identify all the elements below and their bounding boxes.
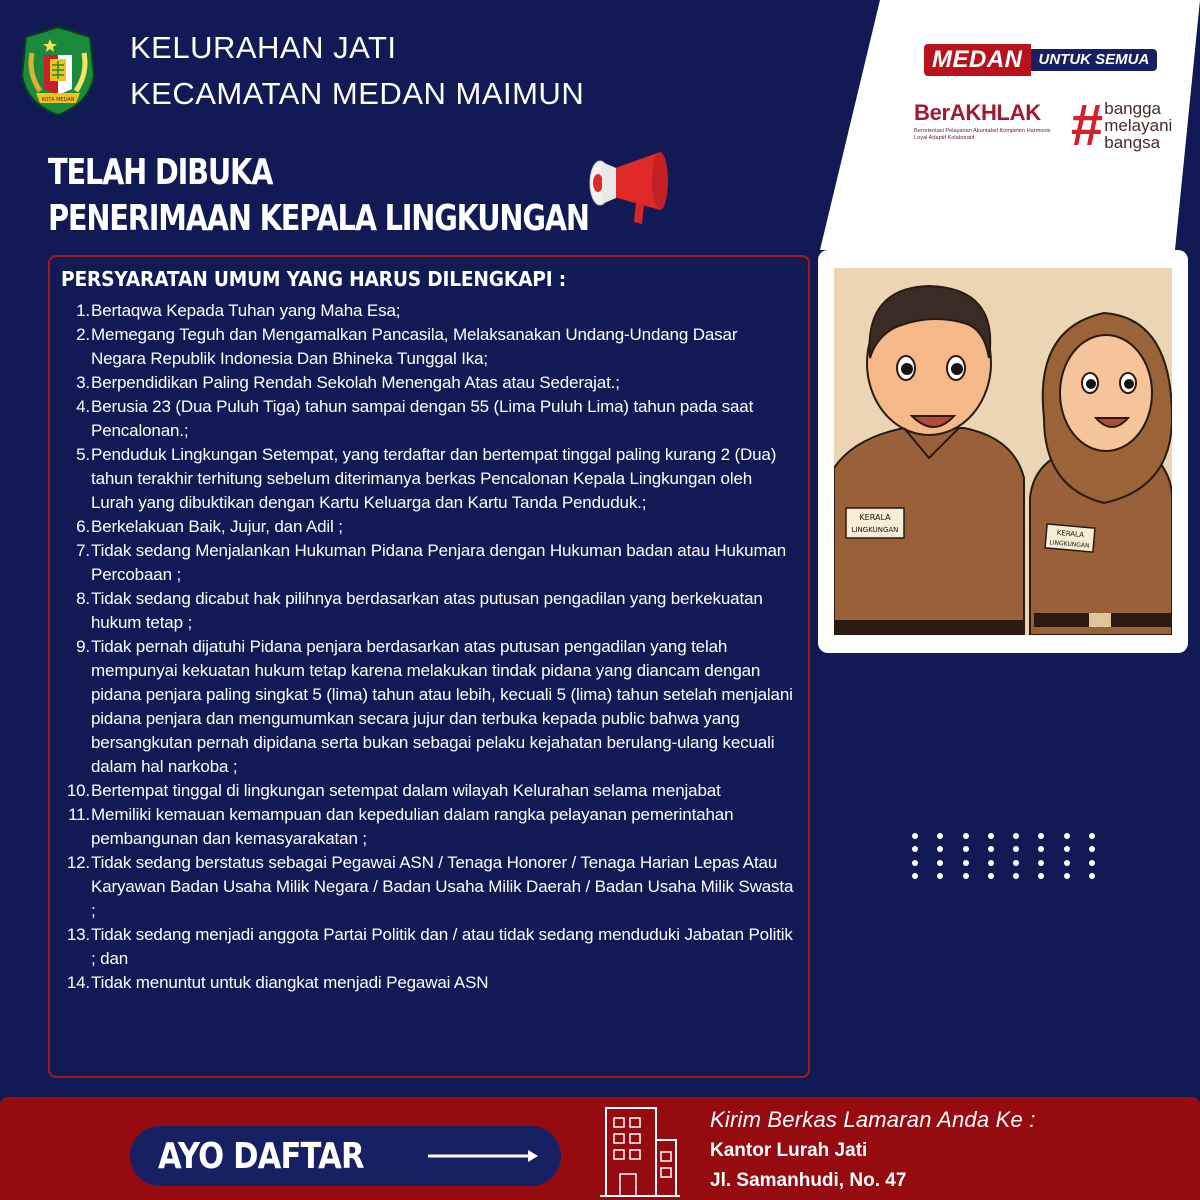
requirements-panel xyxy=(48,255,810,1078)
svg-text:KERALA: KERALA xyxy=(859,513,891,522)
requirement-item: 10. Bertempat tinggal di lingkungan setempat dalam wilayah Kelurahan selama menjabat xyxy=(66,781,721,800)
berakhlak-title: BerAKHLAK xyxy=(914,100,1041,125)
submission-address xyxy=(710,1104,1036,1196)
ayo-daftar-label: AYO DAFTAR xyxy=(158,1135,364,1177)
requirement-item: 14. Tidak menuntut untuk diangkat menjadi Pegawai ASN xyxy=(66,973,489,992)
ayo-daftar-button[interactable] xyxy=(130,1126,561,1186)
kelurahan-name: KELURAHAN JATI xyxy=(130,30,397,65)
requirement-item: 12. Tidak sedang berstatus sebagai Pegawai ASN / Tenaga Honorer / Tenaga Harian Lepas Atau Karyawan Badan Usaha Milik Negara / Badan Usaha Milik Daerah / Badan Usaha Milik Swasta ; xyxy=(66,853,794,920)
building-icon xyxy=(600,1100,680,1200)
requirement-item: 1. Bertaqwa Kepada Tuhan yang Maha Esa; xyxy=(76,301,401,320)
requirements-heading: PERSYARATAN UMUM YANG HARUS DILENGKAPI : xyxy=(61,267,567,291)
header xyxy=(20,25,584,117)
requirement-item: 4. Berusia 23 (Dua Puluh Tiga) tahun sampai dengan 55 (Lima Puluh Lima) tahun pada saat Pencalonan.; xyxy=(76,397,754,440)
medan-untuk-semua-logo xyxy=(924,44,1157,76)
officers-illustration xyxy=(834,268,1172,635)
bangga-word-2: melayani xyxy=(1104,116,1173,135)
megaphone-icon xyxy=(580,140,676,236)
arrow-right-icon xyxy=(428,1149,538,1163)
address-street: Jl. Samanhudi, No. 47 xyxy=(710,1170,907,1191)
svg-text:KERALA: KERALA xyxy=(1056,528,1085,540)
medan-tagline: UNTUK SEMUA xyxy=(1031,49,1158,71)
title-line-2: PENERIMAAN KEPALA LINGKUNGAN xyxy=(48,198,589,239)
requirement-item: 3. Berpendidikan Paling Rendah Sekolah Menengah Atas atau Sederajat.; xyxy=(76,373,620,392)
requirements-list xyxy=(61,299,794,995)
requirement-item: 7. Tidak sedang Menjalankan Hukuman Pidana Penjara dengan Hukuman badan atau Hukuman Percobaan ; xyxy=(76,541,787,584)
hashtag-icon: # xyxy=(1070,93,1103,158)
requirement-item: 9. Tidak pernah dijatuhi Pidana penjara berdasarkan atas putusan pengadilan yang telah mempunyai kekuatan hukum tetap karena melakukan tindak pidana yang diancam dengan pidana penjara paling singkat 5 (lima) tahun atau lebih, kecuali 5 (lima) tahun setelah menjalani pidana penjara dan mengumumkan secara jujur dan terbuka kepada public bahwa yang bersangkutan pernah dipidana serta bukan sebagai pelaku kejahatan berulang-ulang kecuali dalam hal narkoba ; xyxy=(76,637,793,776)
svg-text:LINGKUNGAN: LINGKUNGAN xyxy=(851,526,899,534)
requirement-item: 13. Tidak sedang menjadi anggota Partai Politik dan / atau tidak sedang menduduki Jabatan Politik ; dan xyxy=(66,925,793,968)
medan-logo-text: MEDAN xyxy=(924,44,1031,76)
dot-grid-decoration xyxy=(912,833,1114,886)
bangga-word-1: bangga xyxy=(1104,99,1161,118)
requirement-item: 11. Memiliki kemauan kemampuan dan kepedulian dalam rangka pelayanan pemerintahan pembangunan dan kemasyarakatan ; xyxy=(68,805,734,848)
svg-text:KOTA MEDAN: KOTA MEDAN xyxy=(41,97,75,103)
title-line-1: TELAH DIBUKA xyxy=(48,152,273,193)
requirement-item: 2. Memegang Teguh dan Mengamalkan Pancasila, Melaksanakan Undang-Undang Dasar Negara Republik Indonesia Dan Bhineka Tunggal Ika; xyxy=(76,325,738,368)
berakhlak-subtitle: Berorientasi Pelayanan Akuntabel Kompeten Harmonis Loyal Adaptif Kolaboratif xyxy=(914,128,1051,141)
svg-text:LINGKUNGAN: LINGKUNGAN xyxy=(1049,539,1090,550)
bangga-melayani-bangsa-logo xyxy=(1070,93,1173,158)
berakhlak-logo xyxy=(914,100,1064,142)
address-office-name: Kantor Lurah Jati xyxy=(710,1140,868,1161)
address-intro: Kirim Berkas Lamaran Anda Ke : xyxy=(710,1107,1036,1132)
requirement-item: 8. Tidak sedang dicabut hak pilihnya berdasarkan atas putusan pengadilan yang berkekuatan hukum tetap ; xyxy=(76,589,763,632)
illustration-card xyxy=(818,250,1188,653)
kecamatan-name: KECAMATAN MEDAN MAIMUN xyxy=(130,76,585,111)
requirement-item: 6. Berkelakuan Baik, Jujur, dan Adil ; xyxy=(76,517,343,536)
bangga-word-3: bangsa xyxy=(1104,133,1161,152)
kota-medan-crest-icon xyxy=(20,25,96,117)
requirement-item: 5. Penduduk Lingkungan Setempat, yang terdaftar dan bertempat tinggal paling kurang 2 (Dua) tahun terakhir terhitung sebelum diterimanya berkas Pencalonan Kepala Lingkungan oleh Lurah yang dibuktikan dengan Kartu Keluarga dan Kartu Tanda Penduduk.; xyxy=(76,445,777,512)
